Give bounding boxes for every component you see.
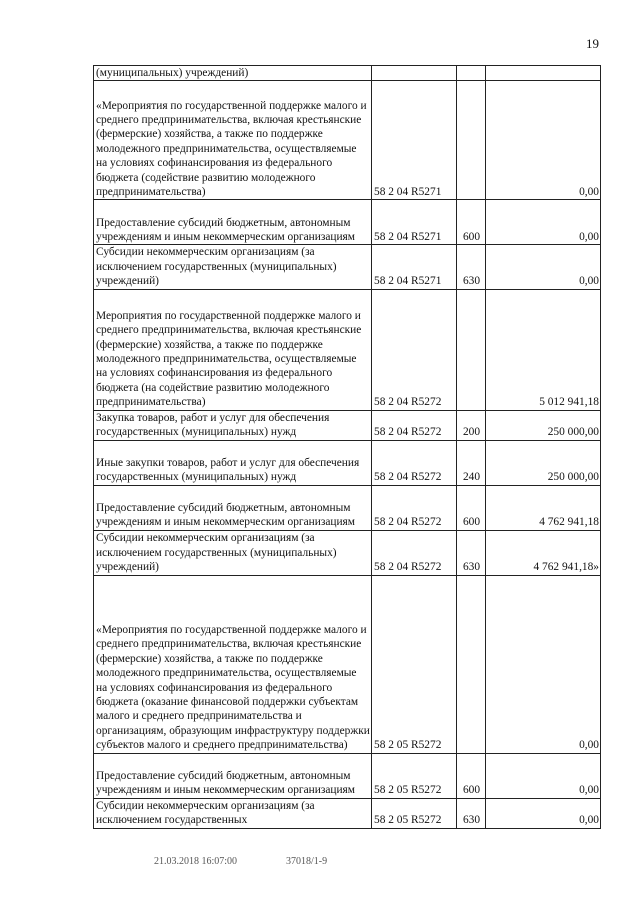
row-name: Субсидии некоммерческим организациям (за исключением государственных (муниципальных) учреждений) (94, 530, 372, 575)
row-code: 58 2 05 R5272 (372, 798, 457, 828)
table-row (94, 753, 601, 798)
row-name: Предоставление субсидий бюджетным, автономным учреждениям и иным некоммерческим организациям (94, 200, 372, 245)
row-amount: 0,00 (486, 245, 601, 289)
row-code: 58 2 04 R5272 (372, 530, 457, 575)
row-name: Закупка товаров, работ и услуг для обеспечения государственных (муниципальных) нужд (94, 410, 372, 440)
table-row (94, 485, 601, 530)
row-name: Мероприятия по государственной поддержке малого и среднего предпринимательства, включая крестьянские (фермерские) хозяйства, а также по поддержке молодежного предпринимательства, осуществляемые на условиях софинансирования из федерального бюджета (на содействие развитию молодежного предпринимательства) (94, 289, 372, 410)
row-code: 58 2 04 R5272 (372, 485, 457, 530)
footer-doc-number: 37018/1-9 (286, 856, 328, 867)
row-type: 630 (457, 530, 486, 575)
row-name: Предоставление субсидий бюджетным, автономным учреждениям и иным некоммерческим организациям (94, 485, 372, 530)
row-type: 630 (457, 245, 486, 289)
table-row (94, 245, 601, 289)
row-amount: 0,00 (486, 200, 601, 245)
row-amount: 250 000,00 (486, 440, 601, 485)
row-type (457, 289, 486, 410)
row-type: 240 (457, 440, 486, 485)
row-type: 600 (457, 485, 486, 530)
row-amount: 0,00 (486, 753, 601, 798)
table-row (94, 200, 601, 245)
row-code: 58 2 05 R5272 (372, 753, 457, 798)
row-type: 600 (457, 200, 486, 245)
row-name: Субсидии некоммерческим организациям (за исключением государственных (муниципальных) учреждений) (94, 245, 372, 289)
row-type (457, 66, 486, 81)
row-name: «Мероприятия по государственной поддержке малого и среднего предпринимательства, включая крестьянские (фермерские) хозяйства, а также по поддержке молодежного предпринимательства, осуществляемые на условиях софинансирования из федерального бюджета (оказание финансовой поддержки субъектам малого и среднего предпринимательства и организациям, образующим инфраструктуру поддержки субъектов малого и среднего предпринимательства) (94, 575, 372, 753)
page-number: 19 (586, 36, 599, 51)
footer-date: 21.03.2018 16:07:00 (154, 856, 238, 867)
row-code: 58 2 05 R5272 (372, 575, 457, 753)
row-type (457, 575, 486, 753)
table-row (94, 66, 601, 81)
table-row (94, 530, 601, 575)
table-row (94, 289, 601, 410)
row-name: Субсидии некоммерческим организациям (за исключением государственных (94, 798, 372, 828)
row-amount: 5 012 941,18 (486, 289, 601, 410)
table-row (94, 440, 601, 485)
table-row (94, 798, 601, 828)
table-row (94, 575, 601, 753)
row-code: 58 2 04 R5271 (372, 245, 457, 289)
row-type: 600 (457, 753, 486, 798)
row-amount: 4 762 941,18 (486, 485, 601, 530)
row-amount: 0,00 (486, 798, 601, 828)
row-amount (486, 66, 601, 81)
row-type (457, 81, 486, 200)
row-type: 630 (457, 798, 486, 828)
row-amount: 0,00 (486, 575, 601, 753)
row-type: 200 (457, 410, 486, 440)
row-name: Предоставление субсидий бюджетным, автономным учреждениям и иным некоммерческим организациям (94, 753, 372, 798)
row-name: (муниципальных) учреждений) (94, 66, 372, 81)
row-name: Иные закупки товаров, работ и услуг для обеспечения государственных (муниципальных) нужд (94, 440, 372, 485)
table-row (94, 410, 601, 440)
row-name: «Мероприятия по государственной поддержке малого и среднего предпринимательства, включая крестьянские (фермерские) хозяйства, а также по поддержке молодежного предпринимательства, осуществляемые на условиях софинансирования из федерального бюджета (содействие развитию молодежного предпринимательства) (94, 81, 372, 200)
row-amount: 250 000,00 (486, 410, 601, 440)
row-code: 58 2 04 R5271 (372, 200, 457, 245)
row-amount: 4 762 941,18» (486, 530, 601, 575)
table-row (94, 81, 601, 200)
row-code (372, 66, 457, 81)
budget-table (93, 65, 601, 829)
row-code: 58 2 04 R5272 (372, 410, 457, 440)
row-amount: 0,00 (486, 81, 601, 200)
row-code: 58 2 04 R5271 (372, 81, 457, 200)
row-code: 58 2 04 R5272 (372, 440, 457, 485)
row-code: 58 2 04 R5272 (372, 289, 457, 410)
